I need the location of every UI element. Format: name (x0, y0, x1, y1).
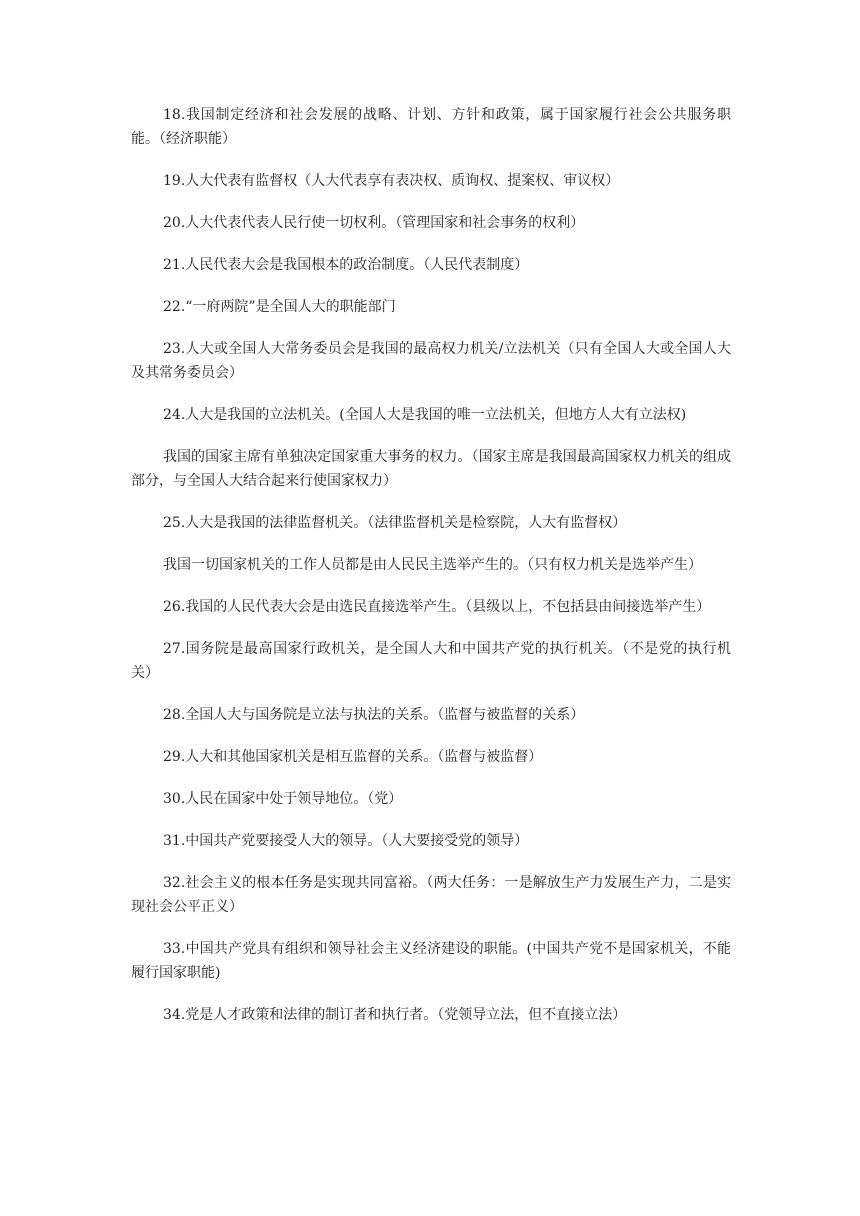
paragraph: 18.我国制定经济和社会发展的战略、计划、方针和政策，属于国家履行社会公共服务职能。（经济职能） (131, 107, 731, 147)
paragraph: 31.中国共产党要接受人大的领导。（人大要接受党的领导） (163, 833, 529, 849)
paragraph: 24.人大是我国的立法机关。(全国人大是我国的唯一立法机关，但地方人大有立法权) (163, 407, 687, 423)
paragraph: 21.人民代表大会是我国根本的政治制度。（人民代表制度） (163, 257, 529, 273)
paragraph: 34.党是人才政策和法律的制订者和执行者。（党领导立法，但不直接立法） (163, 1007, 627, 1023)
paragraph: 27.国务院是最高国家行政机关，是全国人大和中国共产党的执行机关。（不是党的执行机关） (131, 641, 731, 681)
paragraph: 25.人大是我国的法律监督机关。（法律监督机关是检察院，人大有监督权） (163, 515, 627, 531)
document-body (131, 103, 731, 1045)
paragraph: 29.人大和其他国家机关是相互监督的关系。（监督与被监督） (163, 749, 543, 765)
paragraph: 28.全国人大与国务院是立法与执法的关系。（监督与被监督的关系） (163, 707, 585, 723)
paragraph: 22.“一府两院”是全国人大的职能部门 (163, 299, 396, 315)
paragraph: 30.人民在国家中处于领导地位。（党） (163, 791, 403, 807)
paragraph: 我国一切国家机关的工作人员都是由人民民主选举产生的。（只有权力机关是选举产生） (163, 557, 702, 573)
paragraph: 26.我国的人民代表大会是由选民直接选举产生。（县级以上，不包括县由间接选举产生） (163, 599, 711, 615)
paragraph: 33.中国共产党具有组织和领导社会主义经济建设的职能。(中国共产党不是国家机关，不能履行国家职能) (131, 941, 731, 981)
paragraph: 19.人大代表有监督权（人大代表享有表决权、质询权、提案权、审议权） (163, 173, 620, 189)
paragraph: 23.人大或全国人大常务委员会是我国的最高权力机关/立法机关（只有全国人大或全国人大及其常务委员会） (131, 341, 731, 381)
paragraph: 我国的国家主席有单独决定国家重大事务的权力。（国家主席是我国最高国家权力机关的组成部分，与全国人大结合起来行使国家权力） (131, 449, 731, 489)
paragraph: 20.人大代表代表人民行使一切权利。（管理国家和社会事务的权利） (163, 215, 585, 231)
paragraph: 32.社会主义的根本任务是实现共同富裕。（两大任务：一是解放生产力发展生产力，二是实现社会公平正义） (131, 875, 731, 915)
